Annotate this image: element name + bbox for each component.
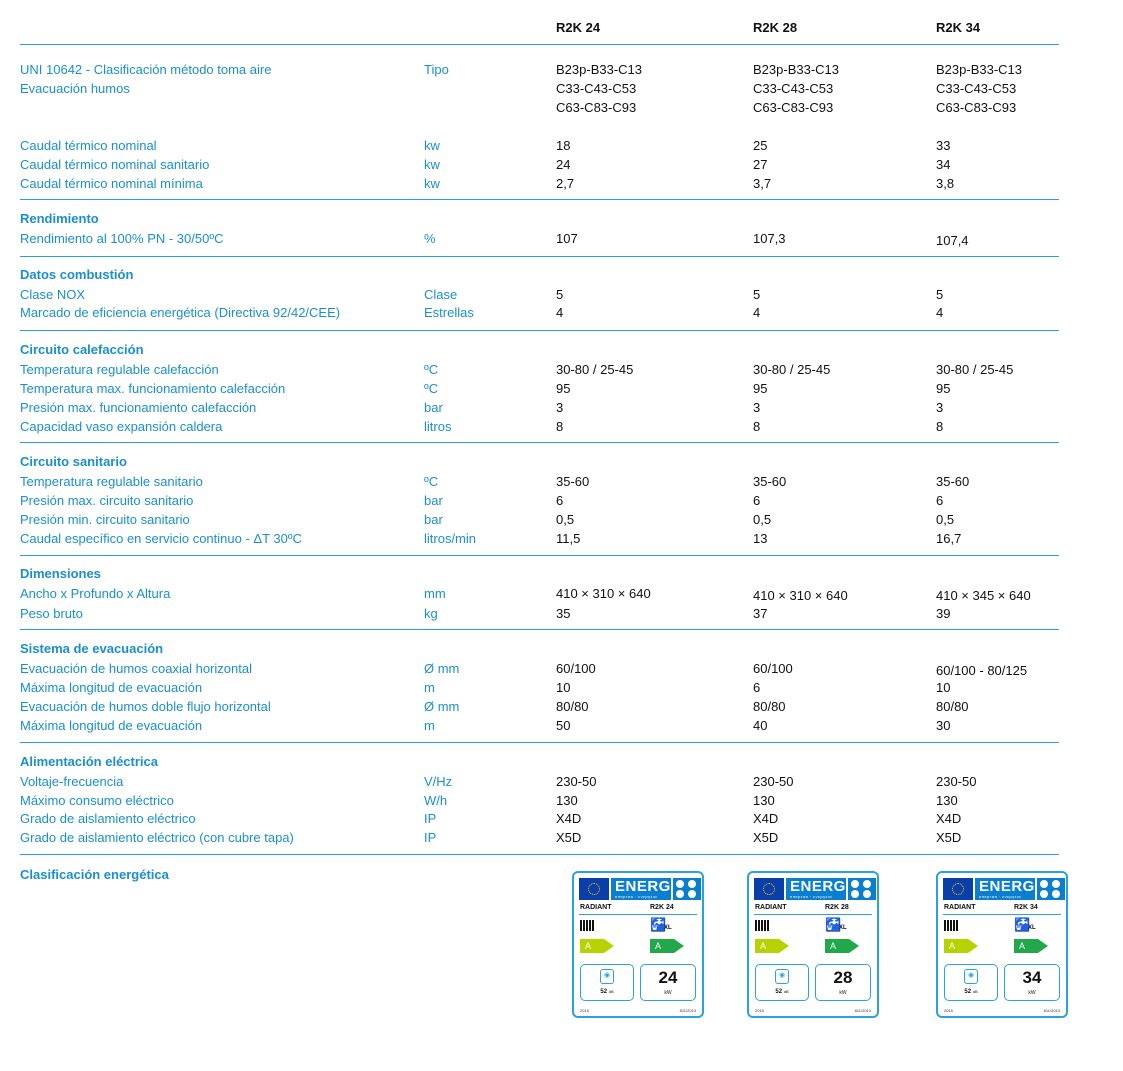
section-divider xyxy=(20,330,1059,331)
brand-name: RADIANT xyxy=(580,904,612,911)
row-unit: Clase xyxy=(424,287,458,302)
section-title-alimentacion: Alimentación eléctrica xyxy=(20,754,158,769)
table-row xyxy=(0,584,1123,603)
cell-value: 35 xyxy=(556,606,571,621)
cell-value: 10 xyxy=(936,680,951,695)
row-label: Caudal térmico nominal sanitario xyxy=(20,157,210,172)
table-row xyxy=(0,417,1123,436)
cell-value: B23p-B33-C13 xyxy=(936,62,1022,77)
cell-value: 130 xyxy=(753,793,775,808)
tap-icon: 🚰 xyxy=(825,917,842,932)
cell-value: 230-50 xyxy=(936,774,977,789)
header-divider xyxy=(20,44,1059,45)
cell-value: 6 xyxy=(753,680,761,695)
section-divider xyxy=(20,555,1059,556)
cell-value: X5D xyxy=(936,830,962,845)
load-profile: XL xyxy=(664,925,672,931)
row-unit: ºC xyxy=(424,474,439,489)
radiator-icon xyxy=(944,920,958,931)
eu-flag-icon xyxy=(943,878,973,900)
cell-value: 410 × 310 × 640 xyxy=(753,588,848,603)
cell-value: 3 xyxy=(753,400,761,415)
cell-value: 11,5 xyxy=(556,531,581,546)
cell-value: 6 xyxy=(936,493,944,508)
section-divider xyxy=(20,854,1059,855)
table-row xyxy=(0,229,1123,248)
row-label: Peso bruto xyxy=(20,606,83,621)
row-label: Presión min. circuito sanitario xyxy=(20,512,190,527)
cell-value: 130 xyxy=(556,793,578,808)
row-unit: Estrellas xyxy=(424,305,474,320)
speaker-icon: ◉ xyxy=(964,969,978,984)
power-unit: kW xyxy=(839,990,847,996)
table-row xyxy=(0,303,1123,322)
row-unit: kg xyxy=(424,606,438,621)
row-unit: Tipo xyxy=(424,62,449,77)
cell-value: 13 xyxy=(753,531,768,546)
intro-values-model-3 xyxy=(936,60,1022,117)
sound-level: 52 dB xyxy=(964,989,978,995)
row-label: Marcado de eficiencia energética (Directiva 92/42/CEE) xyxy=(20,305,341,320)
cell-value: X4D xyxy=(753,811,779,826)
cell-value: 39 xyxy=(936,606,951,621)
cell-value: 6 xyxy=(556,493,564,508)
cell-value: 16,7 xyxy=(936,531,962,546)
cell-value: 25 xyxy=(753,138,768,153)
label-divider xyxy=(943,914,1061,915)
sound-box xyxy=(755,964,809,1001)
heating-class-arrow: A xyxy=(944,939,968,953)
table-row xyxy=(0,360,1123,379)
intro-values-model-2 xyxy=(753,60,839,117)
row-label: Temperatura regulable calefacción xyxy=(20,362,219,377)
radiator-icon xyxy=(580,920,594,931)
cell-value: 0,5 xyxy=(556,512,575,527)
section-title-evacuacion: Sistema de evacuación xyxy=(20,641,164,656)
cell-value: 410 × 345 × 640 xyxy=(936,588,1031,603)
cell-value: 95 xyxy=(753,381,768,396)
cell-value: 24 xyxy=(556,157,571,172)
cell-value: 95 xyxy=(936,381,951,396)
power-box xyxy=(1004,964,1060,1001)
section-divider xyxy=(20,199,1059,200)
label-year: 2015 xyxy=(944,1008,953,1013)
section-title-calefaccion: Circuito calefacción xyxy=(20,342,144,357)
row-unit: bar xyxy=(424,493,443,508)
brand-name: RADIANT xyxy=(944,904,976,911)
cell-value: 8 xyxy=(556,419,564,434)
row-unit: V/Hz xyxy=(424,774,453,789)
row-label: Temperatura regulable sanitario xyxy=(20,474,203,489)
sound-box xyxy=(944,964,998,1001)
energy-label-r2k-28 xyxy=(747,871,879,1018)
row-label: Evacuación humos xyxy=(20,81,130,96)
cell-value: X5D xyxy=(556,830,582,845)
cell-value: 40 xyxy=(753,718,768,733)
table-row xyxy=(0,136,1123,155)
cell-value: 30-80 / 25-45 xyxy=(936,362,1014,377)
section-divider xyxy=(20,742,1059,743)
section-divider xyxy=(20,629,1059,630)
cell-value: 5 xyxy=(936,287,944,302)
row-label: Caudal específico en servicio continuo - ΔT 30ºC xyxy=(20,531,303,546)
row-label: Voltaje-frecuencia xyxy=(20,774,124,789)
cell-value: 0,5 xyxy=(753,512,772,527)
cell-value: 37 xyxy=(753,606,768,621)
power-unit: kW xyxy=(1028,990,1036,996)
row-unit: kw xyxy=(424,157,440,172)
row-unit: kw xyxy=(424,138,440,153)
eu-flag-icon xyxy=(754,878,784,900)
language-circles-icon xyxy=(848,878,876,900)
cell-value: B23p-B33-C13 xyxy=(556,62,642,77)
table-row xyxy=(0,379,1123,398)
section-title-combustion: Datos combustión xyxy=(20,267,134,282)
table-row xyxy=(0,678,1123,697)
row-unit: W/h xyxy=(424,793,448,808)
row-label: Evacuación de humos coaxial horizontal xyxy=(20,661,252,676)
cell-value: 34 xyxy=(936,157,951,172)
power-unit: kW xyxy=(664,990,672,996)
energ-banner: ENERG енергия · ενεργεια xyxy=(786,878,846,900)
power-box xyxy=(640,964,696,1001)
load-profile: XL xyxy=(1028,925,1036,931)
table-row xyxy=(0,174,1123,193)
dhw-class-arrow: A xyxy=(825,939,849,953)
cell-value: 50 xyxy=(556,718,571,733)
row-unit: ºC xyxy=(424,362,439,377)
cell-value: 410 × 310 × 640 xyxy=(556,586,651,601)
dhw-class-arrow: A xyxy=(650,939,674,953)
row-unit: Ø mm xyxy=(424,661,460,676)
language-circles-icon xyxy=(1037,878,1065,900)
row-unit: m xyxy=(424,680,435,695)
row-label: UNI 10642 - Clasificación método toma aire xyxy=(20,62,272,77)
cell-value: 35-60 xyxy=(753,474,787,489)
row-unit: Ø mm xyxy=(424,699,460,714)
cell-value: 8 xyxy=(753,419,761,434)
cell-value: C63-C83-C93 xyxy=(556,100,637,115)
row-label: Ancho x Profundo x Altura xyxy=(20,586,171,601)
cell-value: 2,7 xyxy=(556,176,575,191)
row-label: Caudal térmico nominal xyxy=(20,138,157,153)
sound-level: 52 dB xyxy=(600,989,614,995)
row-label: Máximo consumo eléctrico xyxy=(20,793,174,808)
column-header-model-3: R2K 34 xyxy=(936,20,981,35)
cell-value: X4D xyxy=(936,811,962,826)
column-header-model-2: R2K 28 xyxy=(753,20,798,35)
tap-icon: 🚰 xyxy=(1014,917,1031,932)
row-unit: litros xyxy=(424,419,452,434)
row-label: Presión max. circuito sanitario xyxy=(20,493,194,508)
row-unit: bar xyxy=(424,400,443,415)
cell-value: 5 xyxy=(753,287,761,302)
cell-value: C33-C43-C53 xyxy=(556,81,637,96)
cell-value: X4D xyxy=(556,811,582,826)
model-name: R2K 24 xyxy=(650,904,674,911)
power-value: 34 xyxy=(1022,968,1042,987)
cell-value: 230-50 xyxy=(753,774,794,789)
cell-value: 0,5 xyxy=(936,512,955,527)
row-label: Clase NOX xyxy=(20,287,86,302)
table-row xyxy=(0,697,1123,716)
table-row xyxy=(0,398,1123,417)
cell-value: 35-60 xyxy=(556,474,590,489)
label-year: 2015 xyxy=(755,1008,764,1013)
label-regulation: 811/2013 xyxy=(854,1008,871,1013)
cell-value: 5 xyxy=(556,287,564,302)
row-label: Máxima longitud de evacuación xyxy=(20,718,203,733)
column-header-model-1: R2K 24 xyxy=(556,20,601,35)
cell-value: 4 xyxy=(753,305,761,320)
cell-value: B23p-B33-C13 xyxy=(753,62,839,77)
model-name: R2K 28 xyxy=(825,904,849,911)
row-unit: % xyxy=(424,231,436,246)
label-year: 2015 xyxy=(580,1008,589,1013)
label-divider xyxy=(579,914,697,915)
row-unit: IP xyxy=(424,811,437,826)
cell-value: 107,3 xyxy=(753,231,786,246)
cell-value: 3 xyxy=(936,400,944,415)
table-row xyxy=(0,472,1123,491)
section-divider xyxy=(20,442,1059,443)
cell-value: 80/80 xyxy=(556,699,589,714)
cell-value: 30 xyxy=(936,718,951,733)
cell-value: 95 xyxy=(556,381,571,396)
section-title-sanitario: Circuito sanitario xyxy=(20,454,127,469)
cell-value: 3,7 xyxy=(753,176,772,191)
energ-banner: ENERG енергия · ενεργεια xyxy=(611,878,671,900)
table-row xyxy=(0,716,1123,735)
table-row xyxy=(0,529,1123,548)
label-divider xyxy=(754,914,872,915)
dhw-class-arrow: A xyxy=(1014,939,1038,953)
intro-values-model-1 xyxy=(556,60,642,117)
table-row xyxy=(0,604,1123,623)
row-label: Grado de aislamiento eléctrico xyxy=(20,811,196,826)
power-value: 28 xyxy=(833,968,853,987)
cell-value: 130 xyxy=(936,793,958,808)
cell-value: 27 xyxy=(753,157,768,172)
table-row xyxy=(0,285,1123,304)
energ-banner: ENERG енергия · ενεργεια xyxy=(975,878,1035,900)
row-label: Caudal térmico nominal mínima xyxy=(20,176,203,191)
table-row xyxy=(0,510,1123,529)
row-unit: m xyxy=(424,718,435,733)
row-label: Máxima longitud de evacuación xyxy=(20,680,203,695)
cell-value: C63-C83-C93 xyxy=(753,100,834,115)
section-title-dimensiones: Dimensiones xyxy=(20,566,101,581)
cell-value: 4 xyxy=(556,305,564,320)
row-label: Temperatura max. funcionamiento calefacción xyxy=(20,381,286,396)
energy-label-r2k-34 xyxy=(936,871,1068,1018)
row-label: Capacidad vaso expansión caldera xyxy=(20,419,223,434)
section-title-clasificacion: Clasificación energética xyxy=(20,867,169,882)
heating-class-arrow: A xyxy=(580,939,604,953)
cell-value: 60/100 xyxy=(556,661,596,676)
cell-value: 80/80 xyxy=(936,699,969,714)
cell-value: C33-C43-C53 xyxy=(753,81,834,96)
table-row xyxy=(0,155,1123,174)
table-row xyxy=(0,491,1123,510)
cell-value: 33 xyxy=(936,138,951,153)
language-circles-icon xyxy=(673,878,701,900)
row-unit: litros/min xyxy=(424,531,477,546)
load-profile: XL xyxy=(839,925,847,931)
tap-icon: 🚰 xyxy=(650,917,667,932)
cell-value: 80/80 xyxy=(753,699,786,714)
cell-value: C63-C83-C93 xyxy=(936,100,1017,115)
sound-level: 52 dB xyxy=(775,989,789,995)
row-unit: mm xyxy=(424,586,446,601)
row-unit: ºC xyxy=(424,381,439,396)
table-row xyxy=(0,791,1123,810)
model-name: R2K 34 xyxy=(1014,904,1038,911)
row-unit: IP xyxy=(424,830,437,845)
row-label: Rendimiento al 100% PN - 30/50ºC xyxy=(20,231,224,246)
row-label: Grado de aislamiento eléctrico (con cubre tapa) xyxy=(20,830,294,845)
cell-value: 230-50 xyxy=(556,774,597,789)
cell-value: 30-80 / 25-45 xyxy=(556,362,634,377)
row-label: Evacuación de humos doble flujo horizontal xyxy=(20,699,271,714)
cell-value: 10 xyxy=(556,680,571,695)
cell-value: 35-60 xyxy=(936,474,970,489)
sound-box xyxy=(580,964,634,1001)
radiator-icon xyxy=(755,920,769,931)
row-unit: kw xyxy=(424,176,440,191)
table-row xyxy=(0,809,1123,828)
cell-value: 30-80 / 25-45 xyxy=(753,362,831,377)
table-row xyxy=(0,772,1123,791)
cell-value: 107,4 xyxy=(936,233,969,248)
label-regulation: 811/2013 xyxy=(1043,1008,1060,1013)
cell-value: 3 xyxy=(556,400,564,415)
table-row xyxy=(0,659,1123,678)
cell-value: 3,8 xyxy=(936,176,955,191)
row-unit: bar xyxy=(424,512,443,527)
section-title-rendimiento: Rendimiento xyxy=(20,211,99,226)
eu-flag-icon xyxy=(579,878,609,900)
cell-value: 107 xyxy=(556,231,578,246)
label-regulation: 811/2013 xyxy=(679,1008,696,1013)
speaker-icon: ◉ xyxy=(775,969,789,984)
cell-value: 6 xyxy=(753,493,761,508)
speaker-icon: ◉ xyxy=(600,969,614,984)
cell-value: 18 xyxy=(556,138,571,153)
cell-value: 60/100 - 80/125 xyxy=(936,663,1028,678)
section-divider xyxy=(20,256,1059,257)
heating-class-arrow: A xyxy=(755,939,779,953)
cell-value: 4 xyxy=(936,305,944,320)
row-label: Presión max. funcionamiento calefacción xyxy=(20,400,257,415)
cell-value: C33-C43-C53 xyxy=(936,81,1017,96)
cell-value: 8 xyxy=(936,419,944,434)
brand-name: RADIANT xyxy=(755,904,787,911)
cell-value: X5D xyxy=(753,830,779,845)
power-value: 24 xyxy=(658,968,678,987)
cell-value: 60/100 xyxy=(753,661,793,676)
table-row xyxy=(0,828,1123,847)
energy-label-r2k-24 xyxy=(572,871,704,1018)
power-box xyxy=(815,964,871,1001)
